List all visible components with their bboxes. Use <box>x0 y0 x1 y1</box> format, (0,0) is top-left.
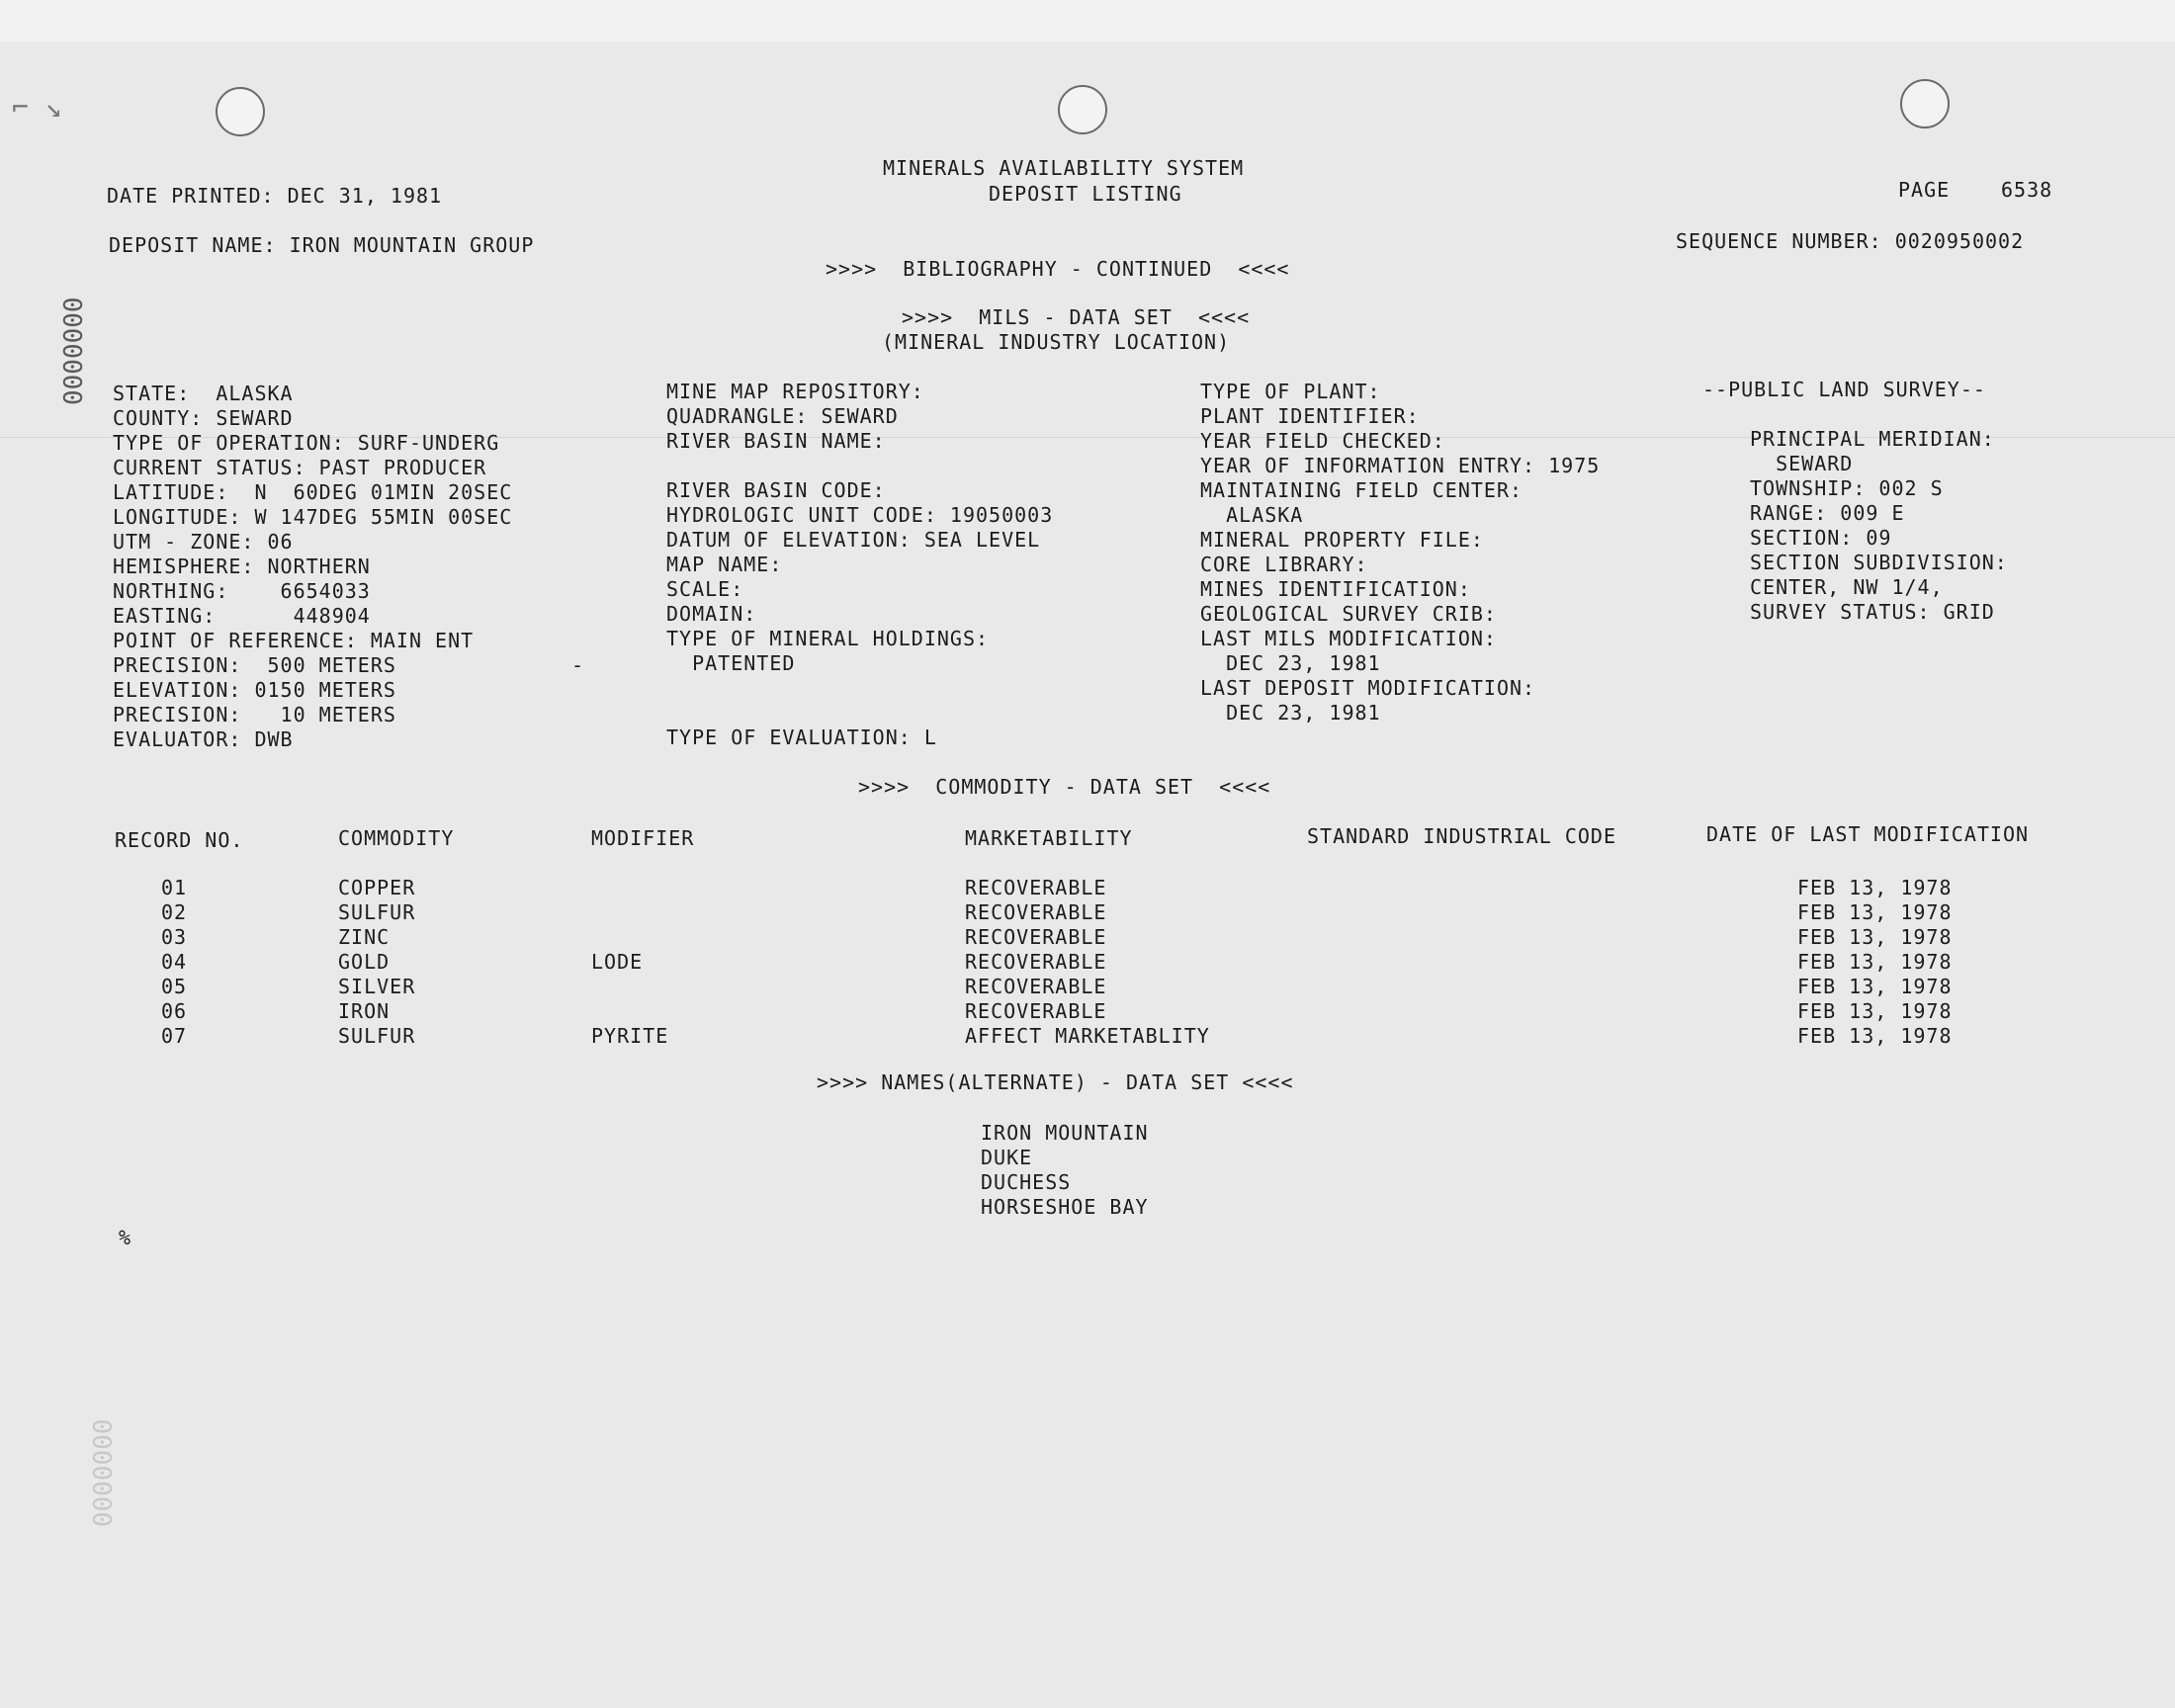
mils-field: CURRENT STATUS: PAST PRODUCER <box>113 456 487 479</box>
cell-marketability: RECOVERABLE <box>965 900 1107 924</box>
list-item: IRON MOUNTAIN <box>981 1121 1149 1145</box>
date-printed: DATE PRINTED: DEC 31, 1981 <box>107 184 443 208</box>
section-alternate-names: >>>> NAMES(ALTERNATE) - DATA SET <<<< <box>817 1070 1294 1094</box>
listing-title: DEPOSIT LISTING <box>989 182 1182 206</box>
mils-field: YEAR OF INFORMATION ENTRY: 1975 <box>1200 454 1601 477</box>
col-header-record: RECORD NO. <box>115 828 244 852</box>
table-row <box>0 975 2175 999</box>
col-header-commodity: COMMODITY <box>338 826 455 850</box>
cell-record: 04 <box>161 950 188 974</box>
mils-field: TYPE OF OPERATION: SURF-UNDERG <box>113 431 500 455</box>
stray-dash: - <box>571 653 585 677</box>
cell-marketability: RECOVERABLE <box>965 876 1107 899</box>
cell-record: 07 <box>161 1024 188 1048</box>
mils-field <box>666 676 1053 701</box>
mils-field: PATENTED <box>666 651 796 675</box>
mils-field: MINE MAP REPOSITORY: <box>666 380 924 403</box>
mils-field: LAST DEPOSIT MODIFICATION: <box>1200 676 1536 700</box>
table-row <box>0 900 2175 925</box>
cell-record: 02 <box>161 900 188 924</box>
mils-field: UTM - ZONE: 06 <box>113 530 294 554</box>
mils-field: TYPE OF EVALUATION: L <box>666 726 937 749</box>
col-header-sic: STANDARD INDUSTRIAL CODE <box>1307 824 1616 848</box>
table-row <box>0 950 2175 975</box>
mils-field: MINES IDENTIFICATION: <box>1200 577 1471 601</box>
deposit-name: DEPOSIT NAME: IRON MOUNTAIN GROUP <box>109 233 535 257</box>
mils-column-location <box>113 382 512 752</box>
cell-date: FEB 13, 1978 <box>1797 925 1953 949</box>
mils-field: RIVER BASIN CODE: <box>666 478 886 502</box>
table-row <box>0 876 2175 900</box>
page-number: 6538 <box>2001 178 2053 202</box>
col-header-marketability: MARKETABILITY <box>965 826 1133 850</box>
mils-field: SCALE: <box>666 577 744 601</box>
table-row <box>0 999 2175 1024</box>
mils-field: TYPE OF MINERAL HOLDINGS: <box>666 627 990 650</box>
mils-field: QUADRANGLE: SEWARD <box>666 404 899 428</box>
list-item: DUCHESS <box>981 1170 1072 1194</box>
cell-marketability: RECOVERABLE <box>965 999 1107 1023</box>
mils-field: HYDROLOGIC UNIT CODE: 19050003 <box>666 503 1054 527</box>
cell-commodity: GOLD <box>338 950 391 974</box>
section-mils-subtitle: (MINERAL INDUSTRY LOCATION) <box>882 330 1231 354</box>
cell-date: FEB 13, 1978 <box>1797 999 1953 1023</box>
mils-field: PRECISION: 500 METERS <box>113 653 396 677</box>
mils-field: MAP NAME: <box>666 553 783 576</box>
mils-field: SECTION SUBDIVISION: <box>1750 551 2008 574</box>
mils-column-plant <box>1200 380 1600 726</box>
cell-commodity: ZINC <box>338 925 391 949</box>
mils-field: HEMISPHERE: NORTHERN <box>113 555 371 578</box>
public-land-survey-title: --PUBLIC LAND SURVEY-- <box>1702 378 1986 401</box>
mils-field: SURVEY STATUS: GRID <box>1750 600 1995 624</box>
cell-modifier: LODE <box>591 950 644 974</box>
mils-field: ELEVATION: 0150 METERS <box>113 678 396 702</box>
commodity-table-body <box>0 876 2175 1049</box>
cell-marketability: RECOVERABLE <box>965 975 1107 998</box>
section-commodity: >>>> COMMODITY - DATA SET <<<< <box>858 775 1271 799</box>
mils-field: DOMAIN: <box>666 602 757 626</box>
cell-commodity: SULFUR <box>338 900 416 924</box>
cell-record: 06 <box>161 999 188 1023</box>
cell-commodity: SULFUR <box>338 1024 416 1048</box>
mils-column-maps <box>666 380 1053 750</box>
section-mils: >>>> MILS - DATA SET <<<< <box>902 305 1251 329</box>
mils-field: RANGE: 009 E <box>1750 501 1905 525</box>
mils-field: LATITUDE: N 60DEG 01MIN 20SEC <box>113 480 513 504</box>
scan-top-edge <box>0 0 2175 42</box>
mils-field: GEOLOGICAL SURVEY CRIB: <box>1200 602 1497 626</box>
mils-field: COUNTY: SEWARD <box>113 406 294 430</box>
mils-field: EVALUATOR: DWB <box>113 727 294 751</box>
cell-record: 01 <box>161 876 188 899</box>
cell-marketability: RECOVERABLE <box>965 925 1107 949</box>
punch-hole-center <box>1058 85 1107 134</box>
cell-date: FEB 13, 1978 <box>1797 975 1953 998</box>
col-header-modifier: MODIFIER <box>591 826 695 850</box>
mils-field: LONGITUDE: W 147DEG 55MIN 00SEC <box>113 505 513 529</box>
mils-field: SECTION: 09 <box>1750 526 1892 550</box>
mils-field: DEC 23, 1981 <box>1200 651 1381 675</box>
left-margin-marks: 0000000 <box>59 297 89 405</box>
table-row <box>0 925 2175 950</box>
mils-field: CORE LIBRARY: <box>1200 553 1368 576</box>
mils-field: SEWARD <box>1750 452 1854 475</box>
mils-field: LAST MILS MODIFICATION: <box>1200 627 1497 650</box>
mils-field: NORTHING: 6654033 <box>113 579 371 603</box>
cell-date: FEB 13, 1978 <box>1797 900 1953 924</box>
footer-mark: % <box>119 1226 132 1249</box>
mils-field: DEC 23, 1981 <box>1200 701 1381 725</box>
cell-date: FEB 13, 1978 <box>1797 950 1953 974</box>
mils-field <box>666 454 1053 478</box>
mils-field: CENTER, NW 1/4, <box>1750 575 1944 599</box>
mils-field: POINT OF REFERENCE: MAIN ENT <box>113 629 475 652</box>
pen-mark: ⌐ ↘ <box>12 91 62 124</box>
cell-modifier: PYRITE <box>591 1024 669 1048</box>
cell-date: FEB 13, 1978 <box>1797 876 1953 899</box>
table-row <box>0 1024 2175 1049</box>
section-bibliography: >>>> BIBLIOGRAPHY - CONTINUED <<<< <box>826 257 1290 281</box>
cell-commodity: SILVER <box>338 975 416 998</box>
cell-commodity: IRON <box>338 999 391 1023</box>
mils-field: STATE: ALASKA <box>113 382 294 405</box>
mils-field: DATUM OF ELEVATION: SEA LEVEL <box>666 528 1041 552</box>
cell-marketability: RECOVERABLE <box>965 950 1107 974</box>
mils-field <box>666 701 1053 726</box>
system-title: MINERALS AVAILABILITY SYSTEM <box>883 156 1245 180</box>
alternate-names-list <box>981 1121 1149 1220</box>
mils-field: PRINCIPAL MERIDIAN: <box>1750 427 1995 451</box>
mils-field: MAINTAINING FIELD CENTER: <box>1200 478 1523 502</box>
mils-field: MINERAL PROPERTY FILE: <box>1200 528 1484 552</box>
list-item: HORSESHOE BAY <box>981 1195 1149 1219</box>
punch-hole-left <box>216 87 265 136</box>
col-header-date: DATE OF LAST MODIFICATION <box>1706 822 2030 846</box>
mils-column-land-survey <box>1750 427 2008 625</box>
bottom-margin-faint-marks: 0000000 <box>89 1418 119 1527</box>
cell-record: 05 <box>161 975 188 998</box>
page-label: PAGE <box>1898 178 1951 202</box>
mils-field: TOWNSHIP: 002 S <box>1750 476 1944 500</box>
cell-date: FEB 13, 1978 <box>1797 1024 1953 1048</box>
mils-field: PLANT IDENTIFIER: <box>1200 404 1420 428</box>
mils-field: EASTING: 448904 <box>113 604 371 628</box>
cell-commodity: COPPER <box>338 876 416 899</box>
mils-field: TYPE OF PLANT: <box>1200 380 1381 403</box>
cell-record: 03 <box>161 925 188 949</box>
mils-field: PRECISION: 10 METERS <box>113 703 396 726</box>
mils-field: ALASKA <box>1200 503 1304 527</box>
punch-hole-right <box>1900 79 1950 128</box>
cell-marketability: AFFECT MARKETABLITY <box>965 1024 1210 1048</box>
mils-field: YEAR FIELD CHECKED: <box>1200 429 1445 453</box>
mils-field: RIVER BASIN NAME: <box>666 429 886 453</box>
list-item: DUKE <box>981 1146 1033 1169</box>
sequence-number: SEQUENCE NUMBER: 0020950002 <box>1676 229 2025 253</box>
